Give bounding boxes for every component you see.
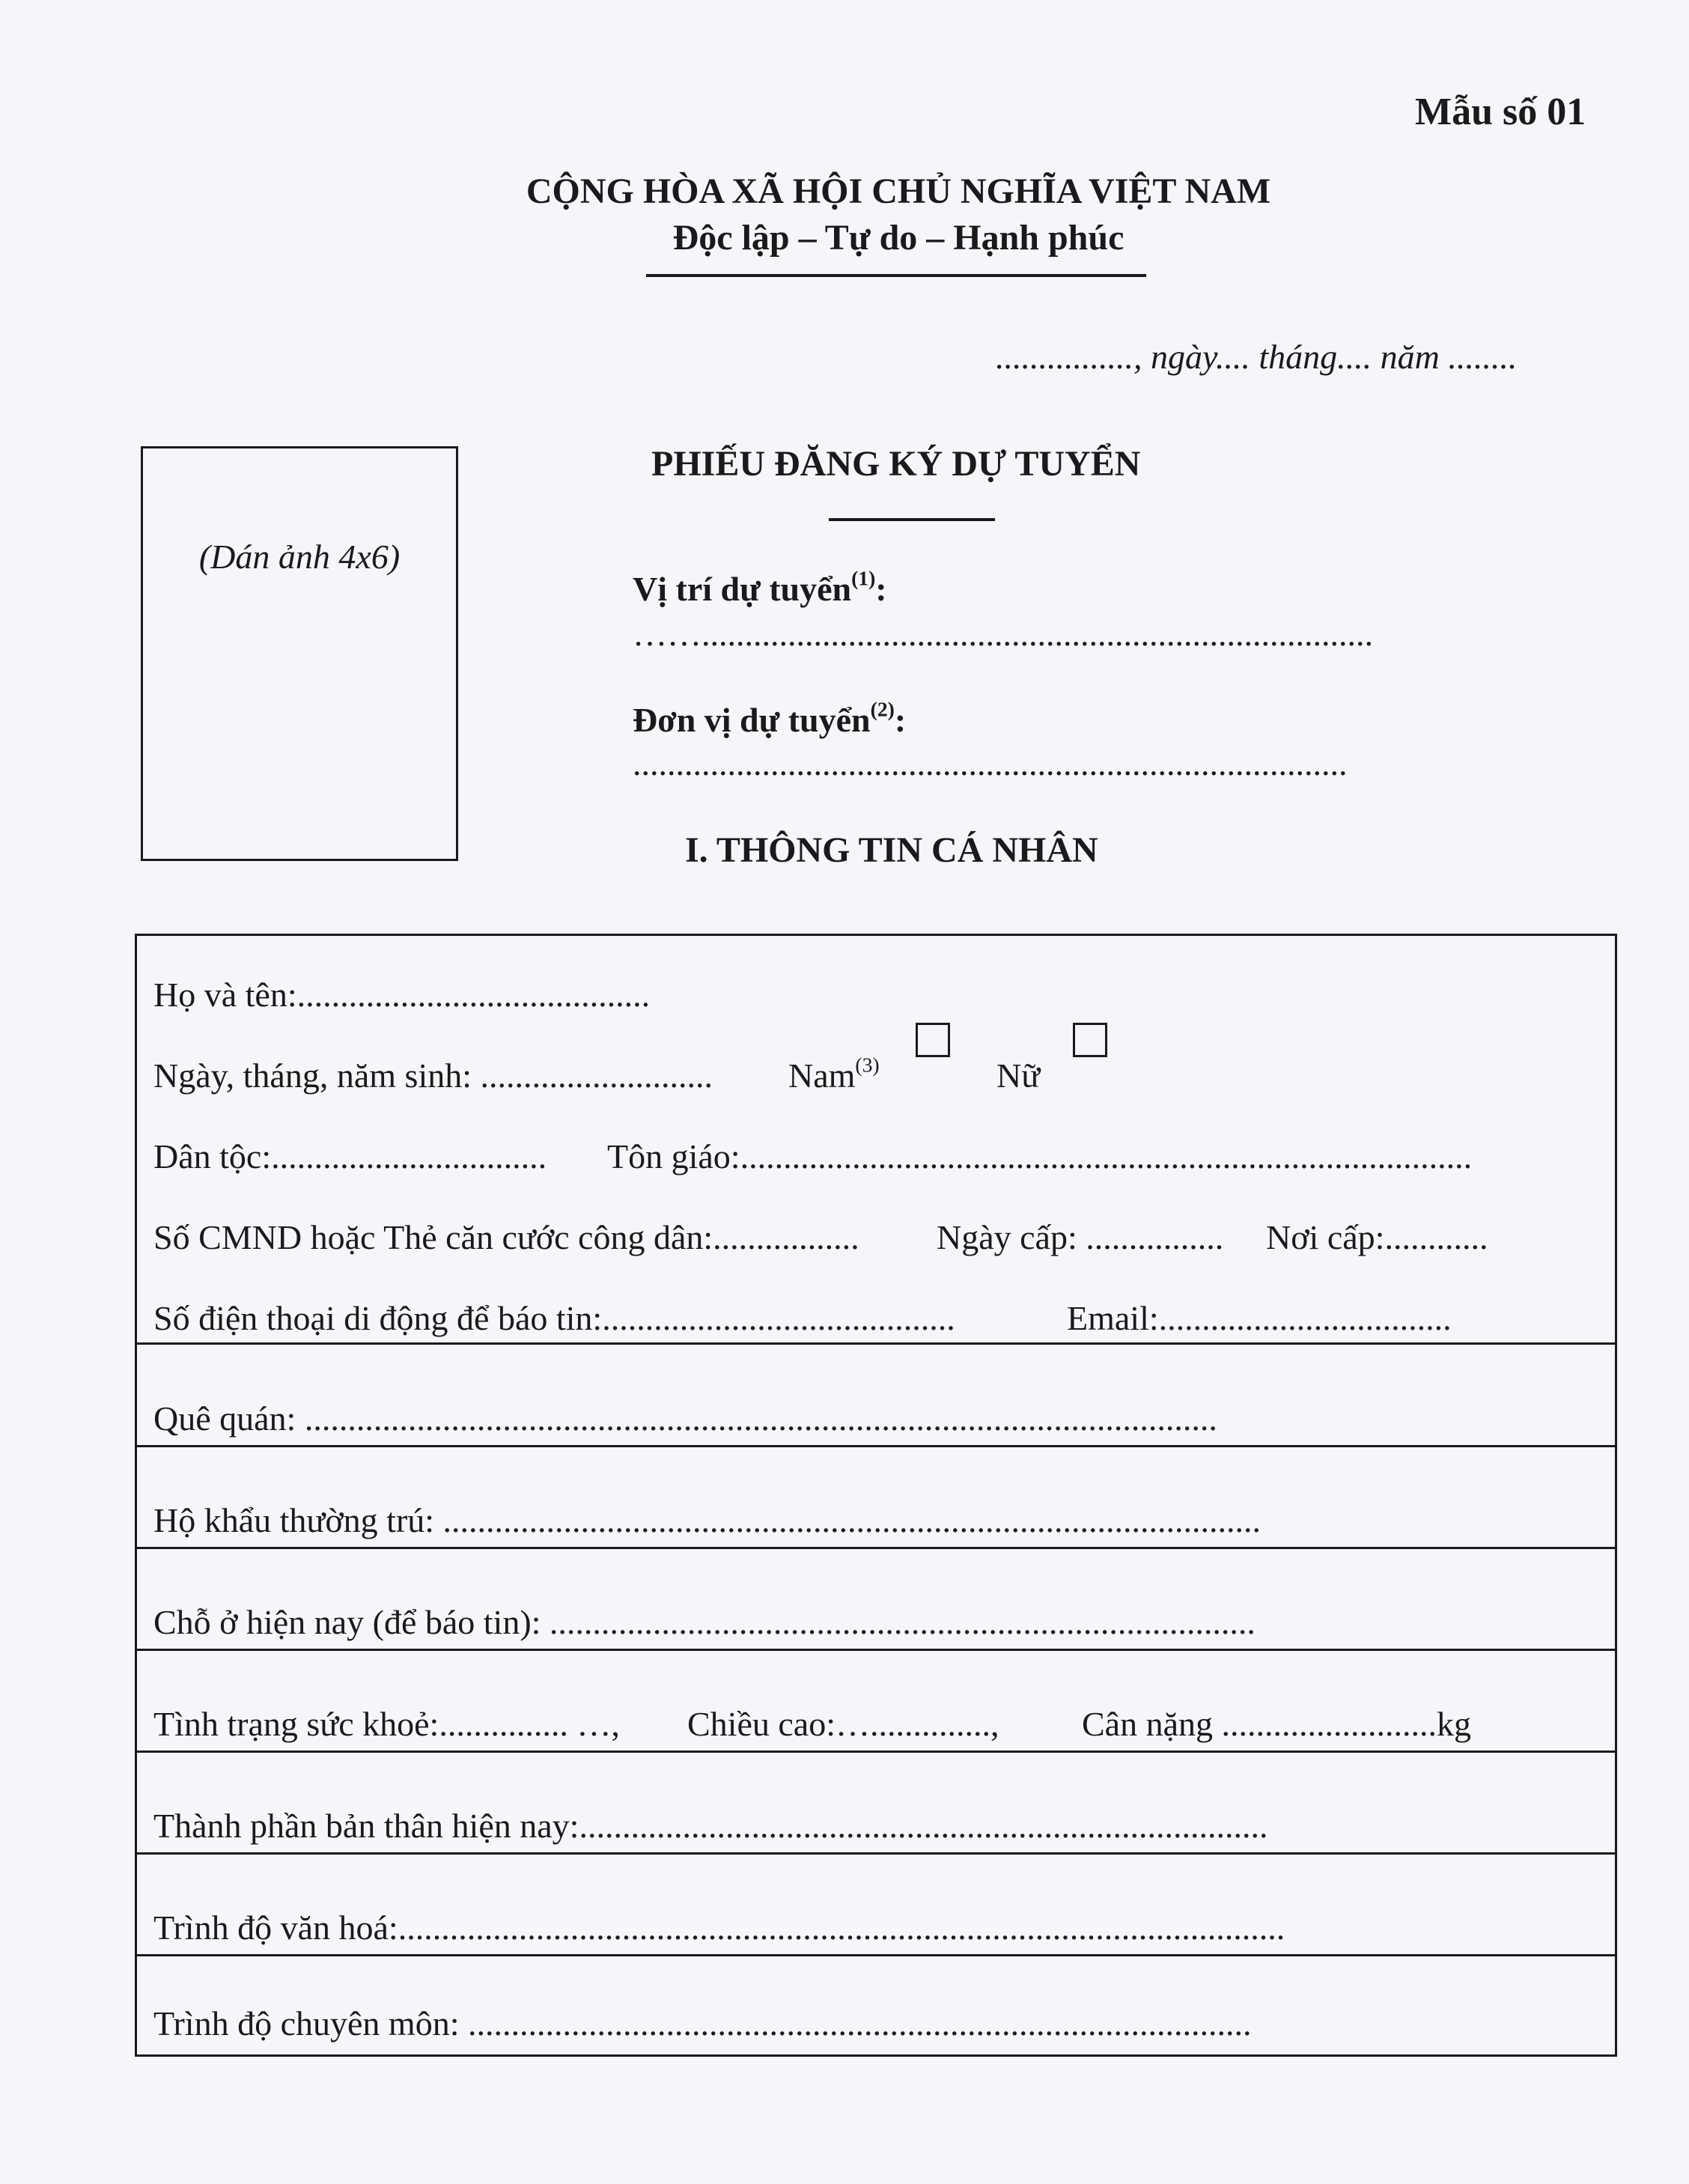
date-line: ................, ngày.... tháng.... năm ........ (996, 338, 1518, 376)
dob-field[interactable]: Ngày, tháng, năm sinh: ........................... (153, 1056, 713, 1095)
current-address-field[interactable]: Chỗ ở hiện nay (để báo tin): .................................................................................. (153, 1603, 1256, 1641)
unit-field[interactable]: ................................................................................... (633, 744, 1348, 782)
full-name-field[interactable]: Họ và tên:......................................... (153, 976, 651, 1014)
form-number: Mẫu số 01 (1415, 91, 1586, 133)
ethnicity-field[interactable]: Dân tộc:................................ (153, 1137, 547, 1175)
id-number-field[interactable]: Số CMND hoặc Thẻ căn cước công dân:................. (153, 1218, 859, 1256)
row-divider (137, 1649, 1615, 1651)
position-label: Vị trí dự tuyển$^{(1)}$: (633, 566, 887, 608)
row-divider (137, 1342, 1615, 1345)
permanent-residence-field[interactable]: Hộ khẩu thường trú: ............................................................................................... (153, 1501, 1262, 1539)
row-divider (137, 1547, 1615, 1549)
position-field[interactable]: …….............................................................................. (633, 615, 1373, 653)
photo-label: (Dán ảnh 4x6) (198, 538, 401, 576)
weight-field[interactable]: Cân nặng .........................kg (1082, 1705, 1472, 1743)
phone-field[interactable]: Số điện thoại di động để báo tin:......................................... (153, 1299, 955, 1337)
male-checkbox[interactable] (916, 1023, 950, 1057)
education-level-field[interactable]: Trình độ văn hoá:....................................................................................................... (153, 1908, 1285, 1947)
male-label: Nam$^{(3)}$ (788, 1053, 880, 1095)
height-field[interactable]: Chiều cao:….............., (687, 1705, 999, 1743)
form-title: PHIẾU ĐĂNG KÝ DỰ TUYỂN (651, 444, 1141, 484)
motto-underline (646, 274, 1146, 277)
hometown-field[interactable]: Quê quán: .......................................................................................................... (153, 1399, 1217, 1438)
unit-label: Đơn vị dự tuyển$^{(2)}$: (633, 697, 907, 739)
row-divider (137, 1954, 1615, 1956)
professional-level-field[interactable]: Trình độ chuyên môn: ........................................................................................... (153, 2004, 1252, 2042)
female-checkbox[interactable] (1073, 1023, 1107, 1057)
section-title: I. THÔNG TIN CÁ NHÂN (685, 830, 1098, 870)
religion-field[interactable]: Tôn giáo:..................................................................................... (607, 1137, 1473, 1175)
personal-info-table (135, 934, 1617, 2057)
email-field[interactable]: Email:.................................. (1067, 1299, 1452, 1337)
title-underline (829, 518, 995, 521)
health-field[interactable]: Tình trạng sức khoẻ:............... …, (153, 1705, 620, 1743)
row-divider (137, 1445, 1615, 1447)
issue-place-field[interactable]: Nơi cấp:............ (1266, 1218, 1488, 1256)
row-divider (137, 1852, 1615, 1855)
social-status-field[interactable]: Thành phần bản thân hiện nay:................................................................................ (153, 1807, 1268, 1845)
motto: Độc lập – Tự do – Hạnh phúc (672, 218, 1125, 258)
issue-date-field[interactable]: Ngày cấp: ................ (937, 1218, 1224, 1256)
nation-heading: CỘNG HÒA XÃ HỘI CHỦ NGHĨA VIỆT NAM (526, 171, 1271, 211)
photo-placeholder (141, 446, 458, 861)
row-divider (137, 1750, 1615, 1753)
female-label: Nữ (996, 1056, 1041, 1095)
